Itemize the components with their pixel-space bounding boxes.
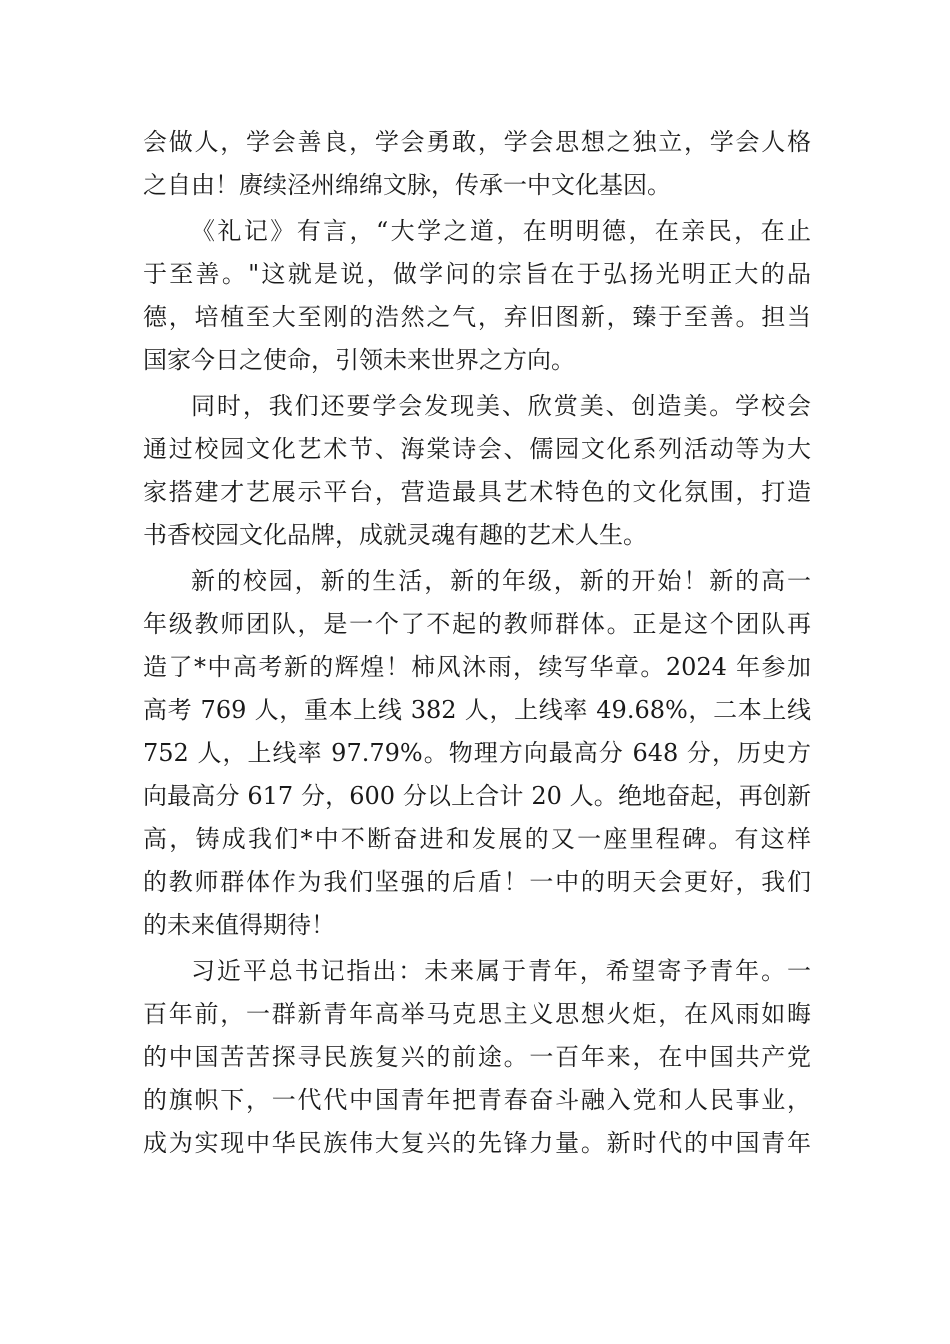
text-line: 家搭建才艺展示平台，营造最具艺术特色的文化氛围，打造 [143, 478, 811, 506]
text-line: 成为实现中华民族伟大复兴的先锋力量。新时代的中国青年 [143, 1129, 811, 1157]
text-line: 高考 769 人，重本上线 382 人，上线率 49.68%，二本上线 [143, 696, 811, 724]
text-line: 的教师群体作为我们坚强的后盾！一中的明天会更好，我们 [143, 868, 811, 896]
text-line: 同时，我们还要学会发现美、欣赏美、创造美。学校会 [191, 392, 811, 420]
text-line: 的旗帜下，一代代中国青年把青春奋斗融入党和人民事业， [143, 1086, 811, 1114]
text-line: 通过校园文化艺术节、海棠诗会、儒园文化系列活动等为大 [143, 435, 811, 463]
text-line: 的中国苦苦探寻民族复兴的前途。一百年来，在中国共产党 [143, 1043, 811, 1071]
text-line: 书香校园文化品牌，成就灵魂有趣的艺术人生。 [143, 521, 647, 549]
text-line: 高，铸成我们*中不断奋进和发展的又一座里程碑。有这样 [143, 825, 811, 853]
text-line: 《礼记》有言，“大学之道，在明明德，在亲民，在止 [191, 217, 811, 245]
text-line: 习近平总书记指出：未来属于青年，希望寄予青年。一 [191, 957, 811, 985]
text-line: 会做人，学会善良，学会勇敢，学会思想之独立，学会人格 [143, 128, 811, 156]
text-line: 的未来值得期待！ [143, 911, 335, 939]
text-line: 于至善。"这就是说，做学问的宗旨在于弘扬光明正大的品 [143, 260, 811, 288]
text-line: 752 人，上线率 97.79%。物理方向最高分 648 分，历史方 [143, 739, 811, 767]
text-line: 向最高分 617 分，600 分以上合计 20 人。绝地奋起，再创新 [143, 782, 811, 810]
text-line: 德，培植至大至刚的浩然之气，弃旧图新，臻于至善。担当 [143, 303, 811, 331]
text-line: 之自由！赓续泾州绵绵文脉，传承一中文化基因。 [143, 171, 671, 199]
text-line: 造了*中高考新的辉煌！柿风沐雨，续写华章。2024 年参加 [143, 653, 811, 681]
text-line: 年级教师团队，是一个了不起的教师群体。正是这个团队再 [143, 610, 811, 638]
text-line: 新的校园，新的生活，新的年级，新的开始！新的高一 [191, 567, 811, 595]
text-line: 百年前，一群新青年高举马克思主义思想火炬，在风雨如晦 [143, 1000, 811, 1028]
text-line: 国家今日之使命，引领未来世界之方向。 [143, 346, 575, 374]
body-text [143, 121, 811, 1165]
